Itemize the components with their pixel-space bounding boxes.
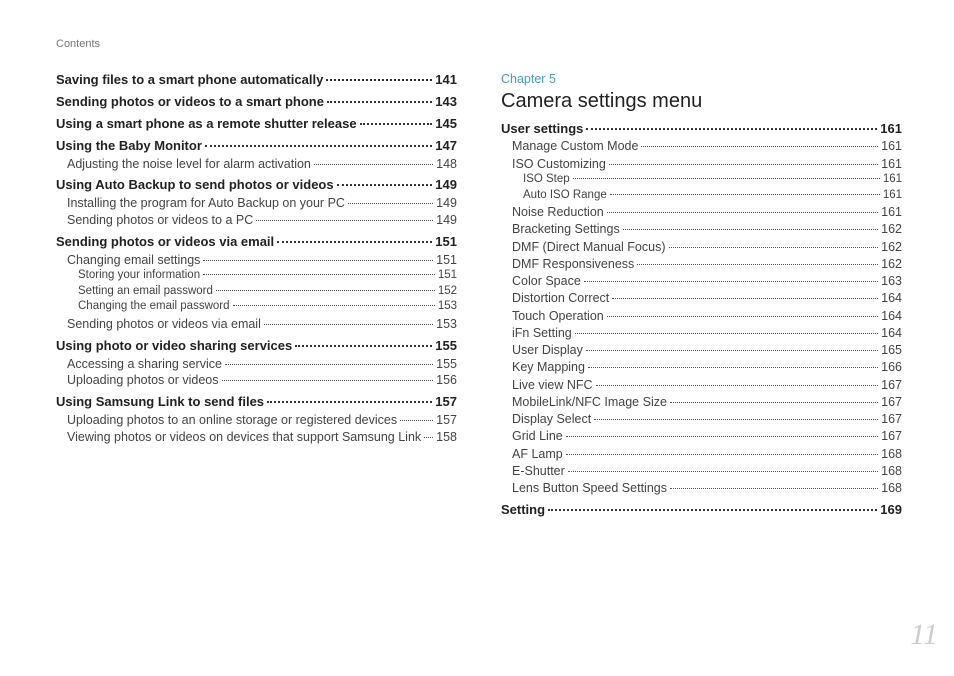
dot-leader [400,420,433,421]
toc-entry-title: Display Select [512,412,592,426]
toc-entry[interactable] [56,338,457,353]
dot-leader [607,212,878,213]
toc-entry[interactable] [56,234,457,249]
dot-leader [586,128,877,130]
toc-entry-page: 161 [882,173,902,185]
toc-entry[interactable] [56,317,457,331]
toc-entry-title: Uploading photos to an online storage or registered devices [67,413,398,427]
toc-entry-title: DMF (Direct Manual Focus) [512,240,666,254]
dot-leader [205,145,432,147]
dot-leader [573,178,880,179]
toc-entry-title: Touch Operation [512,309,604,323]
toc-entry-page: 155 [436,357,457,371]
dot-leader [612,298,878,299]
toc-entry-page: 158 [436,430,457,444]
dot-leader [233,305,435,306]
dot-leader [609,164,878,165]
toc-entry[interactable] [56,138,457,153]
dot-leader [256,220,433,221]
toc-entry[interactable] [56,357,457,371]
toc-entry-page: 156 [436,373,457,387]
dot-leader [337,184,433,186]
toc-entry[interactable] [501,326,902,340]
toc-entry-title: Changing email settings [67,253,201,267]
toc-entry-title: Bracketing Settings [512,222,620,236]
toc-entry-title: Key Mapping [512,360,585,374]
toc-entry-title: Installing the program for Auto Backup on your PC [67,196,345,210]
toc-entry-title: Accessing a sharing service [67,357,222,371]
dot-leader [216,290,435,291]
toc-entry[interactable] [501,429,902,443]
dot-leader [596,385,879,386]
dot-leader [314,164,433,165]
toc-entry[interactable] [501,189,902,201]
toc-entry-page: 165 [881,343,902,357]
dot-leader [670,488,878,489]
toc-entry-page: 149 [436,196,457,210]
toc-entry-title: Lens Button Speed Settings [512,481,667,495]
toc-entry[interactable] [501,139,902,153]
toc-entry[interactable] [501,274,902,288]
dot-leader [584,281,878,282]
toc-entry-title: User settings [501,121,584,136]
toc-entry-page: 153 [437,300,457,312]
toc-entry[interactable] [501,481,902,495]
toc-entry-page: 148 [436,157,457,171]
dot-leader [588,367,878,368]
dot-leader [424,437,433,438]
toc-entry[interactable] [56,72,457,87]
toc-entry[interactable] [501,291,902,305]
toc-entry[interactable] [56,213,457,227]
toc-entry[interactable] [501,343,902,357]
toc-entry-title: Noise Reduction [512,205,604,219]
toc-entry-title: ISO Customizing [512,157,606,171]
toc-entry-title: Using Samsung Link to send files [56,394,265,409]
dot-leader [203,274,435,275]
dot-leader [594,419,878,420]
dot-leader [586,350,878,351]
toc-entry-title: E-Shutter [512,464,565,478]
toc-entry-title: Grid Line [512,429,563,443]
toc-entry[interactable] [501,173,902,185]
page-number: 11 [910,618,938,651]
toc-entry-title: MobileLink/NFC Image Size [512,395,667,409]
toc-entry-title: iFn Setting [512,326,572,340]
toc-entry[interactable] [501,309,902,323]
toc-entry-title: Auto ISO Range [523,189,607,201]
dot-leader [610,194,880,195]
toc-entry-title: Color Space [512,274,581,288]
toc-entry[interactable] [56,253,457,267]
toc-entry[interactable] [501,157,902,171]
toc-entry-page: 167 [881,378,902,392]
toc-entry-page: 143 [435,94,457,109]
toc-entry-title: Setting [501,502,546,517]
toc-entry-page: 161 [882,189,902,201]
toc-entry-title: Using photo or video sharing services [56,338,293,353]
toc-entry[interactable] [501,378,902,392]
dot-leader [360,123,433,125]
toc-entry[interactable] [501,464,902,478]
toc-entry-title: Using the Baby Monitor [56,138,202,153]
toc-entry[interactable] [56,177,457,192]
toc-entry-title: DMF Responsiveness [512,257,635,271]
dot-leader [277,241,432,243]
dot-leader [607,316,878,317]
toc-entry-title: Viewing photos or videos on devices that support Samsung Link [67,430,422,444]
toc-entry-title: Storing your information [78,269,201,281]
toc-entry[interactable] [501,360,902,374]
toc-entry[interactable] [501,395,902,409]
toc-entry-title: Saving files to a smart phone automatically [56,72,324,87]
toc-entry-page: 168 [881,447,902,461]
toc-entry-title: User Display [512,343,583,357]
toc-entry[interactable] [56,94,457,109]
toc-entry[interactable] [501,121,902,136]
dot-leader [637,264,878,265]
dot-leader [670,402,878,403]
dot-leader [623,229,878,230]
toc-entry-title: Live view NFC [512,378,593,392]
toc-entry-page: 163 [881,274,902,288]
toc-entry-title: Sending photos or videos via email [67,317,261,331]
dot-leader [669,247,879,248]
toc-entry-page: 151 [437,269,457,281]
toc-entry[interactable] [501,205,902,219]
toc-entry-title: Using a smart phone as a remote shutter release [56,116,357,131]
dot-leader [295,345,432,347]
toc-entry-page: 162 [881,222,902,236]
toc-entry-page: 168 [881,464,902,478]
toc-entry-page: 164 [881,309,902,323]
toc-entry-page: 169 [880,502,902,517]
toc-entry-page: 149 [436,213,457,227]
toc-entry-page: 166 [881,360,902,374]
toc-entry-page: 155 [435,338,457,353]
toc-entry-page: 167 [881,412,902,426]
toc-entry-page: 167 [881,395,902,409]
dot-leader [264,324,433,325]
dot-leader [203,260,433,261]
toc-entry-title: Distortion Correct [512,291,610,305]
toc-entry-page: 162 [881,240,902,254]
toc-entry-page: 145 [435,116,457,131]
toc-entry-page: 157 [436,413,457,427]
toc-entry-page: 164 [881,291,902,305]
toc-entry-page: 161 [880,121,902,136]
toc-entry-title: Manage Custom Mode [512,139,639,153]
toc-entry-title: Uploading photos or videos [67,373,219,387]
dot-leader [566,454,878,455]
toc-entry-title: Adjusting the noise level for alarm activation [67,157,311,171]
toc-entry-page: 152 [437,285,457,297]
toc-entry-title: ISO Step [523,173,570,185]
toc-entry[interactable] [501,240,902,254]
toc-entry[interactable] [501,502,902,517]
dot-leader [222,380,434,381]
chapter-title: Camera settings menu [501,90,703,112]
dot-leader [575,333,878,334]
toc-entry-page: 164 [881,326,902,340]
toc-entry-page: 153 [436,317,457,331]
dot-leader [348,203,433,204]
toc-entry-title: AF Lamp [512,447,563,461]
chapter-label: Chapter 5 [501,72,556,86]
toc-entry-title: Sending photos or videos via email [56,234,275,249]
toc-entry[interactable] [56,300,457,312]
toc-entry-page: 149 [435,177,457,192]
toc-entry-title: Using Auto Backup to send photos or videos [56,177,334,192]
toc-entry-title: Setting an email password [78,285,213,297]
toc-entry-page: 161 [881,205,902,219]
toc-entry[interactable] [501,412,902,426]
dot-leader [566,436,878,437]
dot-leader [548,509,877,511]
toc-entry[interactable] [56,373,457,387]
toc-entry-title: Sending photos or videos to a smart phone [56,94,324,109]
toc-entry[interactable] [56,269,457,281]
toc-entry-page: 147 [435,138,457,153]
dot-leader [267,401,432,403]
toc-entry[interactable] [56,413,457,427]
dot-leader [225,364,433,365]
toc-entry-page: 141 [435,72,457,87]
toc-entry-title: Changing the email password [78,300,230,312]
toc-entry-page: 157 [435,394,457,409]
toc-entry[interactable] [56,196,457,210]
dot-leader [327,101,432,103]
toc-entry[interactable] [56,394,457,409]
dot-leader [568,471,878,472]
toc-entry-page: 162 [881,257,902,271]
toc-entry-page: 161 [881,157,902,171]
toc-entry-title: Sending photos or videos to a PC [67,213,254,227]
running-header: Contents [56,38,101,50]
toc-entry[interactable] [501,257,902,271]
dot-leader [641,146,878,147]
toc-entry[interactable] [501,222,902,236]
toc-entry-page: 168 [881,481,902,495]
toc-entry[interactable] [501,447,902,461]
toc-entry-page: 151 [436,253,457,267]
toc-entry[interactable] [56,430,457,444]
toc-entry-page: 161 [881,139,902,153]
toc-entry[interactable] [56,285,457,297]
toc-entry-page: 167 [881,429,902,443]
toc-entry[interactable] [56,157,457,171]
toc-entry[interactable] [56,116,457,131]
dot-leader [326,79,432,81]
toc-entry-page: 151 [435,234,457,249]
